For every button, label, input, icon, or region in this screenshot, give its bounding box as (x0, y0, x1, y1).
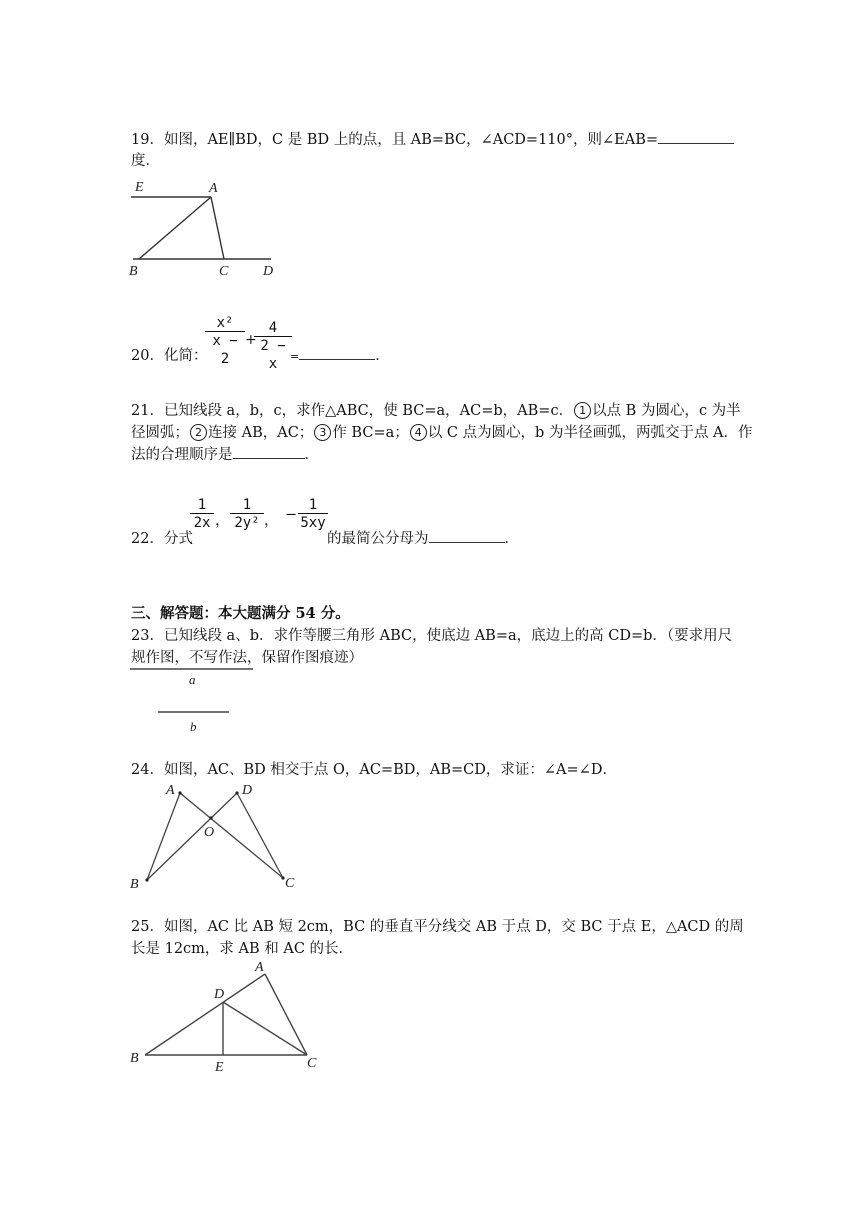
q21-line-2-text-b: 连接 AB，AC； (208, 425, 314, 441)
q24-point-d (235, 791, 238, 794)
q22-fraction-2-numerator: 1 (242, 497, 252, 513)
q24-label-o: O (204, 825, 215, 840)
q21-step-3-marker: 3 (314, 424, 331, 441)
q20-prefix: 20．化简： (131, 348, 208, 364)
q22-fraction-1-denominator: 2x (190, 513, 214, 532)
q21-line-1-text: 21．已知线段 a，b，c，求作△ABC，使 BC=a，AC=b，AB=c． (131, 403, 574, 419)
q24-line-dc (237, 793, 283, 878)
q21-line-2-text-d: 以 C 点为圆心，b 为半径画弧，两弧交于点 A．作 (427, 425, 753, 441)
q25-line-dc (223, 1002, 307, 1055)
q22-answer-blank[interactable] (429, 542, 505, 543)
q22-suffix (327, 530, 519, 548)
q21-line-2-text-a: 径圆弧； (131, 425, 189, 441)
q22-fraction-2-denominator: 2y² (230, 513, 264, 532)
q25-label-d: D (214, 987, 225, 1002)
q21-line-2 (131, 424, 753, 442)
q24-line-db (147, 793, 237, 880)
q20-fraction-2-denominator: 2 − x (254, 336, 292, 373)
q20-plus: + (245, 332, 257, 348)
q22-fraction-1 (190, 497, 214, 532)
q21-step-4-marker: 4 (410, 424, 427, 441)
q19-label-c: C (219, 264, 229, 279)
q21-answer-blank[interactable] (233, 458, 305, 459)
q24-figure (125, 780, 305, 892)
q24-point-b (145, 878, 148, 881)
q19-label-a: A (209, 181, 218, 196)
q20-fraction-1 (205, 315, 245, 368)
q19-line-ab (139, 197, 211, 259)
q19-label-b: B (129, 264, 138, 279)
q22-period: ． (504, 531, 519, 547)
q22-fraction-2 (230, 497, 264, 532)
q21-step-2-marker: 2 (190, 424, 207, 441)
q23-segments-figure (125, 664, 265, 738)
q23-line-1: 23．已知线段 a、b．求作等腰三角形 ABC，使底边 AB=a，底边上的高 CD=b．（要求用尺 (131, 628, 733, 644)
q19-figure (125, 176, 285, 280)
q25-line-ac (265, 974, 307, 1055)
q22-fraction-3-numerator: 1 (308, 497, 318, 513)
q20-answer-line (290, 347, 390, 366)
q19-label-d: D (263, 264, 274, 279)
q22-prefix: 22．分式 (131, 531, 193, 547)
q21-step-1-marker: 1 (574, 402, 591, 419)
q22-minus-sign: − (285, 507, 298, 523)
q25-label-b: B (130, 1051, 139, 1066)
q19-question: 19．如图，AE∥BD，C 是 BD 上的点，且 AB=BC，∠ACD=110°，则∠EAB= (131, 132, 659, 148)
q19-label-e: E (135, 180, 144, 195)
q24-label-d: D (242, 783, 253, 798)
q19-answer-blank[interactable] (658, 143, 734, 144)
q21-period: ． (304, 447, 319, 463)
q20-period: ． (375, 348, 390, 364)
q23-line-2: 规作图，不写作法，保留作图痕迹） (131, 650, 363, 666)
q25-label-c: C (307, 1056, 317, 1071)
q25-line-ba (145, 974, 265, 1055)
q20-fraction-2-numerator: 4 (268, 320, 278, 336)
q22-fraction-3-denominator: 5xy (298, 513, 328, 532)
q19-line-ac (211, 197, 224, 259)
q20-answer-blank[interactable] (299, 359, 375, 360)
q25-line-2: 长是 12cm，求 AB 和 AC 的长． (131, 941, 354, 957)
q22-fraction-1-numerator: 1 (197, 497, 207, 513)
q20-fraction-2 (254, 320, 292, 373)
q24-line-ab (147, 793, 180, 880)
q25-figure (125, 958, 325, 1078)
q19-suffix: 度． (131, 153, 160, 169)
q21-line-1 (131, 402, 741, 420)
q25-label-a: A (255, 960, 264, 975)
q20-fraction-1-numerator: x² (216, 315, 234, 331)
q24-point-o (209, 816, 212, 819)
q21-line-1-step-text: 以点 B 为圆心，c 为半 (592, 403, 741, 419)
q25-line-1: 25．如图，AC 比 AB 短 2cm，BC 的垂直平分线交 AB 于点 D，交 BC 于点 E，△ACD 的周 (131, 919, 744, 935)
q25-label-e: E (215, 1060, 224, 1075)
q23-label-b: b (190, 719, 197, 734)
q22-fraction-3 (298, 497, 328, 532)
q21-line-3-text: 法的合理顺序是 (131, 447, 233, 463)
q24-text: 24．如图，AC、BD 相交于点 O，AC=BD，AB=CD，求证：∠A=∠D． (131, 762, 617, 778)
q19-text (131, 131, 734, 149)
q20-equals: = (290, 350, 300, 363)
q21-line-2-text-c: 作 BC=a； (332, 425, 409, 441)
q21-line-3 (131, 446, 319, 464)
q22-comma-2: ， (264, 513, 279, 529)
q22-comma-1: ， (215, 513, 230, 529)
q24-line-ac (180, 793, 283, 878)
q20-fraction-1-denominator: x − 2 (205, 331, 245, 368)
q24-label-a: A (166, 783, 175, 798)
section-3-heading: 三、解答题：本大题满分 54 分。 (131, 605, 350, 622)
q24-label-c: C (285, 876, 295, 891)
q22-suffix-text: 的最简公分母为 (327, 531, 429, 547)
q24-point-a (178, 791, 181, 794)
q23-label-a: a (189, 672, 196, 687)
q24-label-b: B (130, 877, 139, 892)
